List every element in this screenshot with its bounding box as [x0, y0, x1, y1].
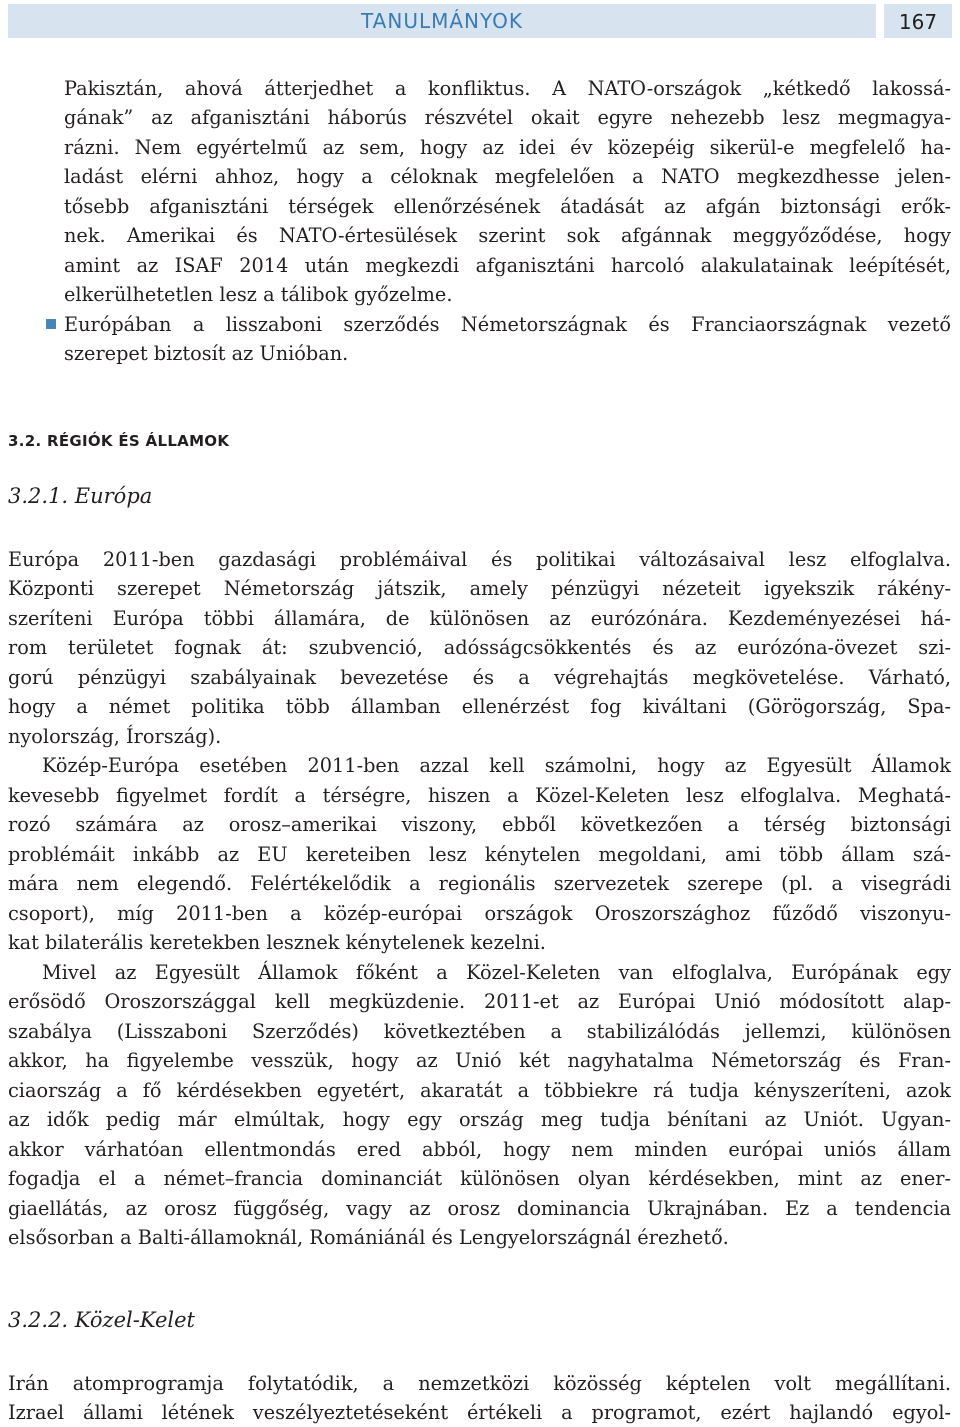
text-line: az idők pedig már elmúltak, hogy egy ország meg tudja bénítani az Uniót. Ugyan- — [8, 1108, 951, 1131]
text-line: Európa 2011-ben gazdasági problémáival és politikai változásaival lesz elfoglalva. — [8, 548, 951, 571]
text-line: gorú pénzügyi szabályainak bevezetése és a végrehajtás megkövetelése. Várható, — [8, 666, 951, 689]
text-line: erősödő Oroszországgal kell megküzdenie. 2011-et az Európai Unió módosított alap- — [8, 990, 951, 1013]
text-line: hogy a német politika több államban ellenérzést fog kiváltani (Görögország, Spa- — [8, 695, 951, 718]
header-title: TANULMÁNYOK — [361, 9, 523, 33]
text-line: Pakisztán, ahová átterjedhet a konfliktus. A NATO-országok „kétkedő lakossá- — [64, 77, 951, 100]
running-header — [8, 4, 876, 38]
section-heading: 3.2. RÉGIÓK ÉS ÁLLAMOK — [8, 432, 230, 450]
text-line: csoport), míg 2011-ben a közép-európai országok Oroszországhoz fűződő viszonyu- — [8, 902, 951, 925]
text-line: rázni. Nem egyértelmű az sem, hogy az idei év közepéig sikerül-e megfelelő ha- — [64, 136, 951, 159]
subsection-title: 3.2.2. Közel-Kelet — [8, 1308, 195, 1332]
text-line: ciaország a fő kérdésekben egyetért, akaratát a többiekre rá tudja kényszeríteni, azok — [8, 1079, 951, 1102]
text-line: problémáit inkább az EU kereteiben lesz kénytelen megoldani, ami több állam szá- — [8, 843, 951, 866]
text-line: mára nem elegendő. Felértékelődik a regionális szervezetek szerepe (pl. a visegrádi — [8, 872, 951, 895]
text-line: rom területet fognak át: szubvenció, adósságcsökkentés és az eurózóna-övezet szi- — [8, 636, 951, 659]
page-number: 167 — [884, 4, 952, 38]
text-line: szabálya (Lisszaboni Szerződés) következtében a stabilizálódás jellemzi, különösen — [8, 1020, 951, 1043]
text-line: nek. Amerikai és NATO-értesülések szerint sok afgánnak meggyőződése, hogy — [64, 224, 951, 247]
text-line: Közép-Európa esetében 2011-ben azzal kell számolni, hogy az Egyesült Államok — [42, 754, 951, 777]
bullet-text-line: szerepet biztosít az Unióban. — [64, 342, 349, 365]
text-line: elkerülhetetlen lesz a tálibok győzelme. — [64, 283, 453, 306]
text-line: kevesebb figyelmet fordít a térségre, hiszen a Közel-Keleten lesz elfoglalva. Meghatá- — [8, 784, 951, 807]
text-line: rozó számára az orosz–amerikai viszony, ebből következően a térség biztonsági — [8, 813, 951, 836]
text-line: tősebb afganisztáni térségek ellenőrzésének átadását az afgán biztonsági erők- — [64, 195, 951, 218]
text-line: ladást elérni ahhoz, hogy a céloknak megfelelően a NATO megkezdhesse jelen- — [64, 165, 951, 188]
text-line: szeríteni Európa többi államára, de különösen az eurózónára. Kezdeményezései há- — [8, 607, 951, 630]
text-line: akkor, ha figyelembe vesszük, hogy az Unió két nagyhatalma Németország és Fran- — [8, 1049, 951, 1072]
text-line: Központi szerepet Németország játszik, amely pénzügyi nézeteit igyekszik rákény- — [8, 577, 951, 600]
text-line: Irán atomprogramja folytatódik, a nemzetközi közösség képtelen volt megállítani. — [8, 1372, 951, 1395]
text-line: gának” az afganisztáni háborús részvétel okait egyre nehezebb lesz megmagya- — [64, 106, 951, 129]
bullet-square-icon — [46, 319, 56, 329]
text-line: fogadja el a német–francia dominanciát különösen olyan kérdésekben, mint az ener- — [8, 1167, 951, 1190]
text-line: elsősorban a Balti-államoknál, Romániánál és Lengyelországnál érezhető. — [8, 1226, 729, 1249]
text-line: nyolország, Írország). — [8, 725, 222, 748]
text-line: giaellátás, az orosz függőség, vagy az orosz dominancia Ukrajnában. Ez a tendencia — [8, 1197, 951, 1220]
bullet-text-line: Európában a lisszaboni szerződés Németországnak és Franciaországnak vezető — [64, 313, 951, 336]
subsection-title: 3.2.1. Európa — [8, 484, 153, 508]
text-line: akkor várhatóan ellentmondás ered abból, hogy nem minden európai uniós állam — [8, 1138, 951, 1161]
text-line: kat bilaterális keretekben lesznek kénytelenek kezelni. — [8, 931, 546, 954]
text-line: Mivel az Egyesült Államok főként a Közel-Keleten van elfoglalva, Európának egy — [42, 961, 951, 984]
text-line: Izrael állami létének veszélyeztetéseként értékeli a programot, ezért hajlandó egyol- — [8, 1401, 951, 1424]
text-line: amint az ISAF 2014 után megkezdi afganisztáni harcoló alakulatainak leépítését, — [64, 254, 951, 277]
